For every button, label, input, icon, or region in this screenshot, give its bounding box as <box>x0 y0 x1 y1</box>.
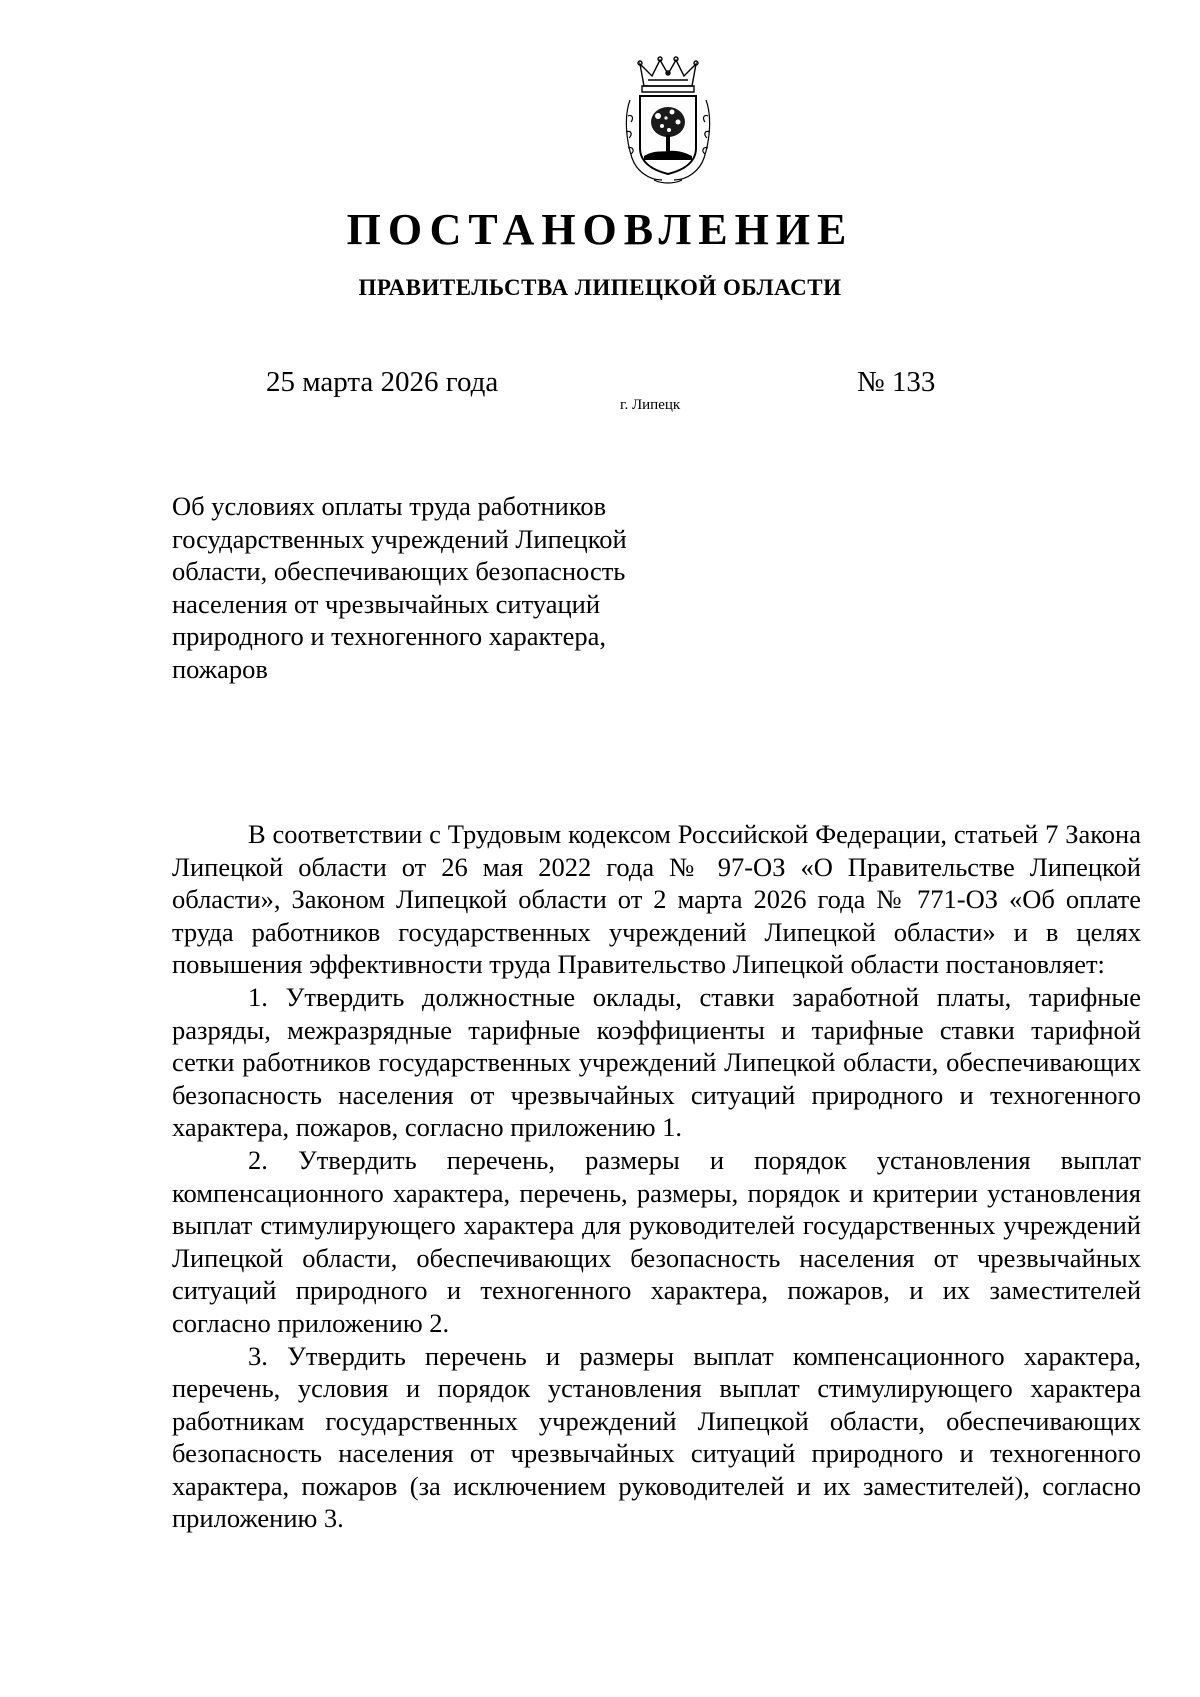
lipetsk-coat-of-arms-icon <box>622 56 714 184</box>
subject-line: природного и техногенного характера, <box>172 621 606 651</box>
document-subject <box>172 490 692 685</box>
document-city: г. Липецк <box>620 397 681 413</box>
document-body <box>172 818 1141 1535</box>
subject-line: населения от чрезвычайных ситуаций <box>172 588 601 619</box>
document-number: № 133 <box>857 366 936 398</box>
body-paragraph-item-1: 1. Утвердить должностные оклады, ставки заработной платы, тарифные разряды, межразрядные тарифные коэффициенты и тарифные ставки тарифной сетки работников государственных учреждений Липецкой области, обеспечивающих безопасность населения от чрезвычайных ситуаций природного и техногенного характера, пожаров, согласно приложению 1. <box>172 981 1141 1143</box>
document-date: 25 марта 2026 года <box>266 366 499 398</box>
subject-line: пожаров <box>172 653 268 684</box>
subject-line: государственных учреждений Липецкой <box>172 523 627 554</box>
body-paragraph-item-3: 3. Утвердить перечень и размеры выплат компенсационного характера, перечень, условия и порядок установления выплат стимулирующего характера работникам государственных учреждений Липецкой области, обеспечивающих безопасность населения от чрезвычайных ситуаций природного и техногенного характера, пожаров (за исключением руководителей и их заместителей), согласно приложению 3. <box>172 1340 1141 1534</box>
document-issuer: ПРАВИТЕЛЬСТВА ЛИПЕЦКОЙ ОБЛАСТИ <box>358 275 842 300</box>
subject-line: Об условиях оплаты труда работников <box>172 491 607 521</box>
body-paragraph-item-2: 2. Утвердить перечень, размеры и порядок установления выплат компенсационного характера, перечень, размеры, порядок и критерии установления выплат стимулирующего характера для руководителей государственных учреждений Липецкой области, обеспечивающих безопасность населения от чрезвычайных ситуаций природного и техногенного характера, пожаров, и их заместителей согласно приложению 2. <box>172 1144 1141 1338</box>
body-paragraph-preamble: В соответствии с Трудовым кодексом Российской Федерации, статьей 7 Закона Липецкой области от 26 мая 2022 года № 97-ОЗ «О Правительстве Липецкой области», Законом Липецкой области от 2 марта 2026 года № 771-ОЗ «Об оплате труда работников государственных учреждений Липецкой области» и в целях повышения эффективности труда Правительство Липецкой области постановляет: <box>172 819 1141 980</box>
document-title: ПОСТАНОВЛЕНИЕ <box>346 205 854 254</box>
subject-line: области, обеспечивающих безопасность <box>172 556 626 586</box>
